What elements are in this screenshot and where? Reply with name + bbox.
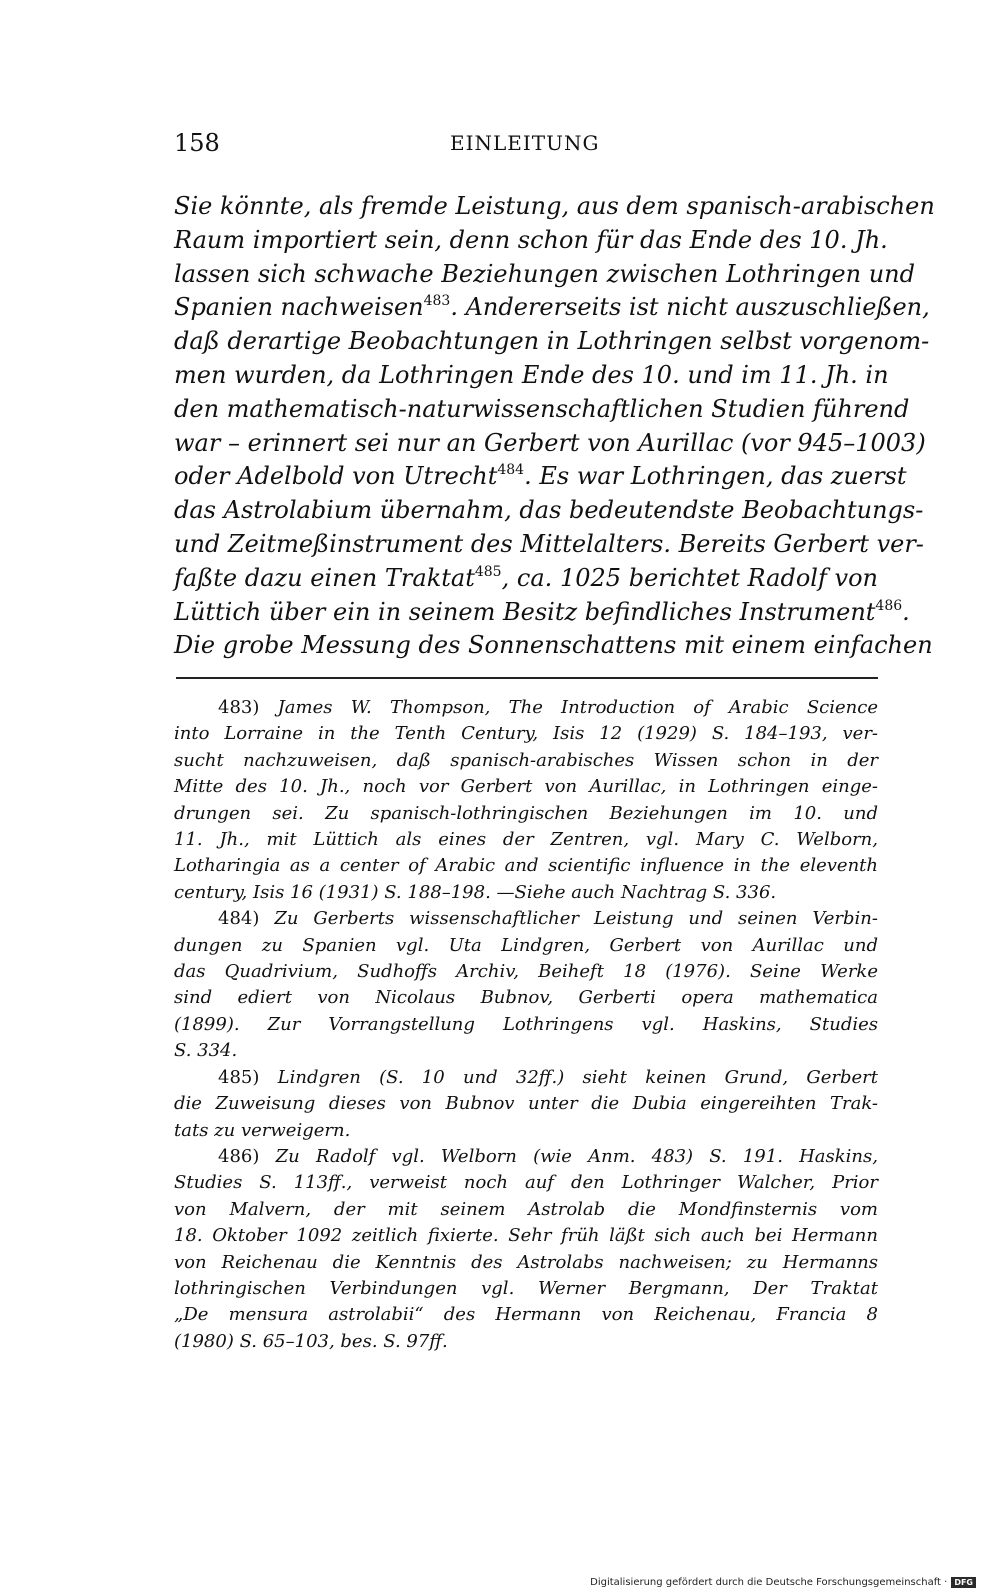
footnote-number: 483) bbox=[218, 697, 260, 718]
footnote-ref-484: 484 bbox=[497, 462, 525, 479]
footnote-line: das Quadrivium, Sudhoffs Archiv, Beiheft 18 (1976). Seine Werke bbox=[174, 961, 878, 983]
footnote-line: Mitte des 10. Jh., noch vor Gerbert von Aurillac, in Lothringen einge- bbox=[174, 776, 878, 798]
text-segment: faßte dazu einen Traktat bbox=[174, 563, 475, 592]
footnotes bbox=[174, 695, 878, 1355]
text-line: lassen sich schwache Beziehungen zwischen Lothringen und bbox=[174, 259, 915, 288]
text-line: den mathematisch-naturwissenschaftlichen Studien führend bbox=[174, 394, 910, 423]
footnote-number: 485) bbox=[218, 1066, 260, 1088]
text-line: war – erinnert sei nur an Gerbert von Aurillac (vor 945–1003) bbox=[174, 428, 926, 457]
footnote-line: into Lorraine in the Tenth Century, Isis 12 (1929) S. 184–193, ver- bbox=[174, 723, 878, 745]
footnote-line: sind ediert von Nicolaus Bubnov, Gerberti opera mathematica bbox=[174, 987, 878, 1009]
text-line: Sie könnte, als fremde Leistung, aus dem spanisch-arabischen bbox=[174, 192, 935, 220]
page-number: 158 bbox=[174, 129, 220, 157]
footnote-line bbox=[174, 695, 878, 721]
footnote-line: „De mensura astrolabii“ des Hermann von Reichenau, Francia 8 bbox=[174, 1304, 878, 1326]
text-segment: Lüttich über ein in seinem Besitz befindliches Instrument bbox=[174, 597, 876, 626]
footnote-line bbox=[174, 906, 878, 932]
running-head: EINLEITUNG bbox=[450, 131, 600, 155]
text-line bbox=[174, 596, 910, 630]
text-line: Raum importiert sein, denn schon für das Ende des 10. Jh. bbox=[174, 225, 888, 254]
footnote-text: Zu Radolf vgl. Welborn (wie Anm. 483) S. 191. Haskins, bbox=[275, 1145, 878, 1167]
text-line: daß derartige Beobachtungen in Lothringen selbst vorgenom- bbox=[174, 327, 930, 356]
text-line bbox=[174, 460, 907, 494]
credit-text: Digitalisierung gefördert durch die Deutsche Forschungsgemeinschaft · bbox=[590, 1577, 948, 1588]
footnote-line: tats zu verweigern. bbox=[174, 1119, 351, 1141]
footnote-line: sucht nachzuweisen, daß spanisch-arabisches Wissen schon in der bbox=[174, 749, 878, 771]
footnote-484 bbox=[174, 906, 878, 1064]
footnote-ref-483: 483 bbox=[423, 293, 451, 310]
footnote-line: Studies S. 113ff., verweist noch auf den Lothringer Walcher, Prior bbox=[174, 1172, 878, 1194]
footnote-line: (1899). Zur Vorrangstellung Lothringens vgl. Haskins, Studies bbox=[174, 1013, 878, 1035]
text-line: Die grobe Messung des Sonnenschattens mit einem einfachen bbox=[174, 631, 933, 660]
page-header bbox=[174, 126, 878, 160]
footnote-line: die Zuweisung dieses von Bubnov unter die Dubia eingereihten Trak- bbox=[174, 1093, 878, 1115]
footnote-ref-485: 485 bbox=[474, 563, 502, 580]
main-text bbox=[174, 190, 935, 663]
footnote-divider bbox=[176, 677, 878, 679]
footnote-line: drungen sei. Zu spanisch-lothringischen Beziehungen im 10. und bbox=[174, 802, 878, 824]
dfg-logo: DFG bbox=[951, 1577, 976, 1588]
footnote-line: dungen zu Spanien vgl. Uta Lindgren, Gerbert von Aurillac und bbox=[174, 934, 878, 956]
text-segment: , ca. 1025 berichtet Radolf von bbox=[501, 563, 878, 592]
footnote-line: Lotharingia as a center of Arabic and scientific influence in the eleventh bbox=[174, 855, 878, 877]
footnote-line bbox=[174, 1065, 878, 1091]
digitization-credit bbox=[590, 1577, 976, 1588]
footnote-line: (1980) S. 65–103, bes. S. 97ff. bbox=[174, 1330, 448, 1352]
footnote-line: century, Isis 16 (1931) S. 188–198. —Siehe auch Nachtrag S. 336. bbox=[174, 881, 777, 903]
text-segment: . bbox=[902, 597, 910, 626]
footnote-line: 18. Oktober 1092 zeitlich fixierte. Sehr früh läßt sich auch bei Hermann bbox=[174, 1225, 878, 1247]
footnote-text: Lindgren (S. 10 und 32ff.) sieht keinen Grund, Gerbert bbox=[277, 1066, 878, 1088]
footnote-ref-486: 486 bbox=[875, 597, 903, 614]
footnote-text: James W. Thompson, The Introduction of Arabic Science bbox=[277, 697, 878, 718]
footnote-number: 486) bbox=[218, 1145, 260, 1167]
footnote-line bbox=[174, 1144, 878, 1170]
footnote-line: von Reichenau die Kenntnis des Astrolabs nachweisen; zu Hermanns bbox=[174, 1251, 878, 1273]
footnote-line: lothringischen Verbindungen vgl. Werner Bergmann, Der Traktat bbox=[174, 1277, 878, 1299]
text-line: das Astrolabium übernahm, das bedeutendste Beobachtungs- bbox=[174, 496, 924, 525]
text-line: men wurden, da Lothringen Ende des 10. und im 11. Jh. in bbox=[174, 360, 889, 389]
text-line bbox=[174, 562, 878, 596]
footnote-line: von Malvern, der mit seinem Astrolab die Mondfinsternis vom bbox=[174, 1198, 878, 1220]
footnote-485 bbox=[174, 1065, 878, 1144]
text-segment: oder Adelbold von Utrecht bbox=[174, 462, 498, 491]
text-segment: . Andererseits ist nicht auszuschließen, bbox=[450, 293, 930, 322]
text-segment: Spanien nachweisen bbox=[174, 293, 424, 322]
text-line bbox=[174, 291, 930, 325]
text-segment: . Es war Lothringen, das zuerst bbox=[524, 462, 907, 491]
footnote-483 bbox=[174, 695, 878, 906]
footnote-line: S. 334. bbox=[174, 1040, 238, 1062]
footnote-486 bbox=[174, 1144, 878, 1355]
footnote-number: 484) bbox=[218, 908, 260, 930]
footnote-text: Zu Gerberts wissenschaftlicher Leistung und seinen Verbin- bbox=[274, 908, 878, 930]
text-line: und Zeitmeßinstrument des Mittelalters. Bereits Gerbert ver- bbox=[174, 529, 924, 558]
footnote-line: 11. Jh., mit Lüttich als eines der Zentren, vgl. Mary C. Welborn, bbox=[174, 829, 878, 851]
